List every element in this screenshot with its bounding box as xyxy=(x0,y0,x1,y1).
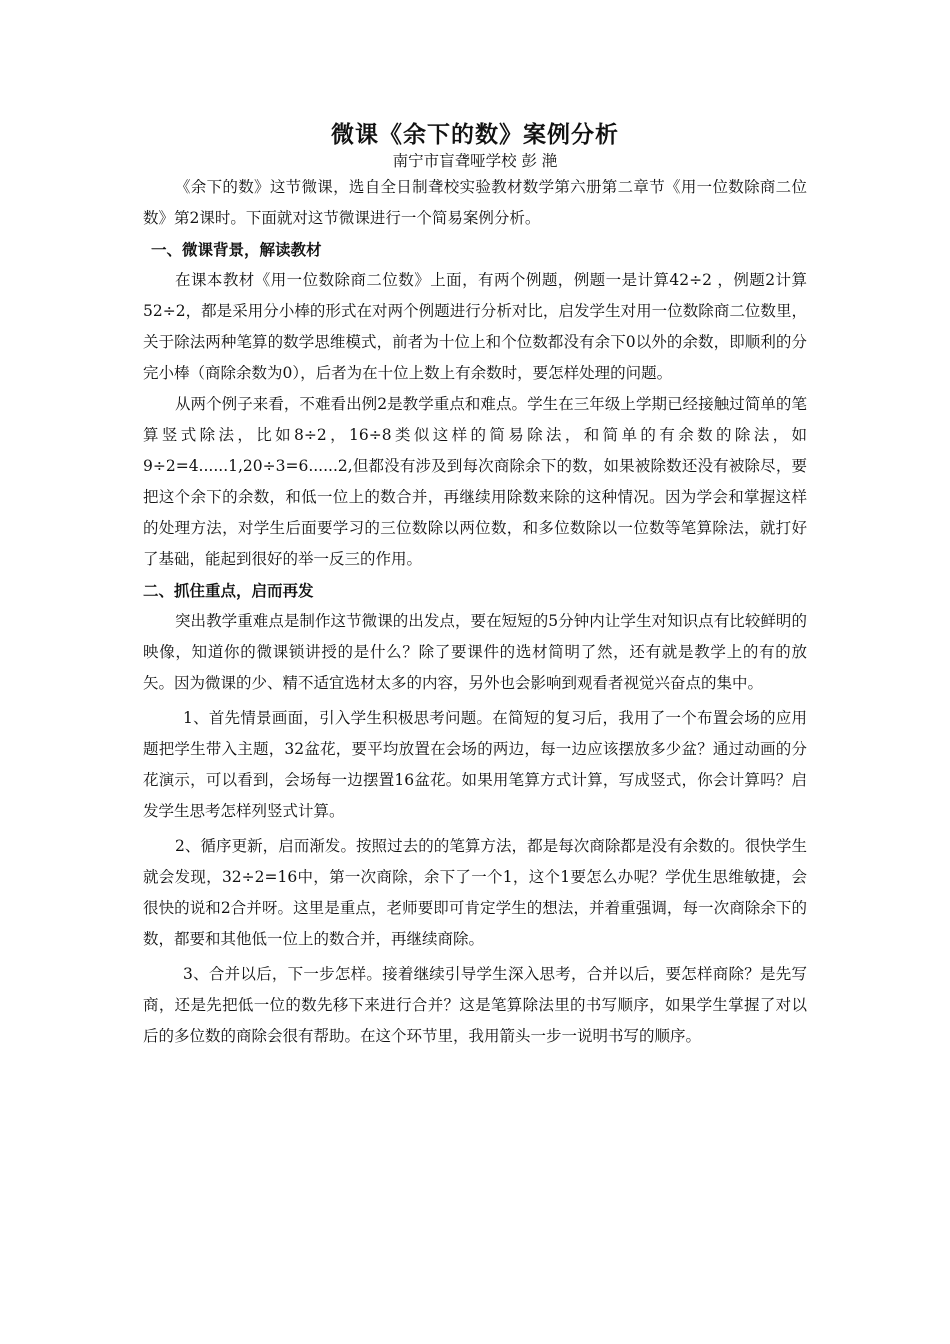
section-1-paragraph-2: 从两个例子来看，不难看出例2是教学重点和难点。学生在三年级上学期已经接触过简单的笔算竖式除法，比如8÷2，16÷8类似这样的简易除法，和简单的有余数的除法，如9÷2=4......1,20÷3=6......2,但都没有涉及到每次商除余下的数，如果被除数还没有被除尽，要把这个余下的余数，和低一位上的数合并，再继续用除数来除的这种情况。因为学会和掌握这样的处理方法，对学生后面要学习的三位数除以两位数，和多位数除以一位数等笔算除法，就打好了基础，能起到很好的举一反三的作用。 xyxy=(143,395,807,568)
section-2-paragraph-2: 1、首先情景画面，引入学生积极思考问题。在简短的复习后，我用了一个布置会场的应用题把学生带入主题，32盆花，要平均放置在会场的两边，每一边应该摆放多少盆？通过动画的分花演示，可以看到，会场每一边摆置16盆花。如果用笔算方式计算，写成竖式，你会计算吗？启发学生思考怎样列竖式计算。 xyxy=(143,709,807,820)
section-1-heading: 一、微课背景，解读教材 xyxy=(151,240,322,259)
document-title: 微课《余下的数》案例分析 xyxy=(331,121,619,148)
section-2-heading: 二、抓住重点，启而再发 xyxy=(143,581,314,600)
section-1-paragraph-1: 在课本教材《用一位数除商二位数》上面，有两个例题，例题一是计算42÷2 ，例题2计算52÷2，都是采用分小棒的形式在对两个例题进行分析对比，启发学生对用一位数除商二位数里，关于除法两种笔算的数学思维模式，前者为十位上和个位数都没有余下0以外的余数，即顺利的分完小棒（商除余数为0），后者为在十位上数上有余数时，要怎样处理的问题。 xyxy=(143,271,807,382)
intro-paragraph: 《余下的数》这节微课，选自全日制聋校实验教材数学第六册第二章节《用一位数除商二位数》第2课时。下面就对这节微课进行一个简易案例分析。 xyxy=(143,178,807,227)
document-body xyxy=(143,172,807,1052)
document-author: 南宁市盲聋哑学校 彭 滟 xyxy=(392,152,558,170)
section-2-paragraph-1: 突出教学重难点是制作这节微课的出发点，要在短短的5分钟内让学生对知识点有比较鲜明的映像，知道你的微课锁讲授的是什么？除了要课件的选材简明了然，还有就是教学上的有的放矢。因为微课的少、精不适宜选材太多的内容，另外也会影响到观看者视觉兴奋点的集中。 xyxy=(143,612,807,692)
section-2-paragraph-3: 2、循序更新，启而渐发。按照过去的的笔算方法，都是每次商除都是没有余数的。很快学生就会发现，32÷2=16中，第一次商除，余下了一个1，这个1要怎么办呢？学优生思维敏捷，会很快的说和2合并呀。这里是重点，老师要即可肯定学生的想法，并着重强调，每一次商除余下的数，都要和其他低一位上的数合并，再继续商除。 xyxy=(143,837,807,948)
section-2-paragraph-4: 3、合并以后，下一步怎样。接着继续引导学生深入思考，合并以后，要怎样商除？是先写商，还是先把低一位的数先移下来进行合并？这是笔算除法里的书写顺序，如果学生掌握了对以后的多位数的商除会很有帮助。在这个环节里，我用箭头一步一说明书写的顺序。 xyxy=(143,965,807,1045)
